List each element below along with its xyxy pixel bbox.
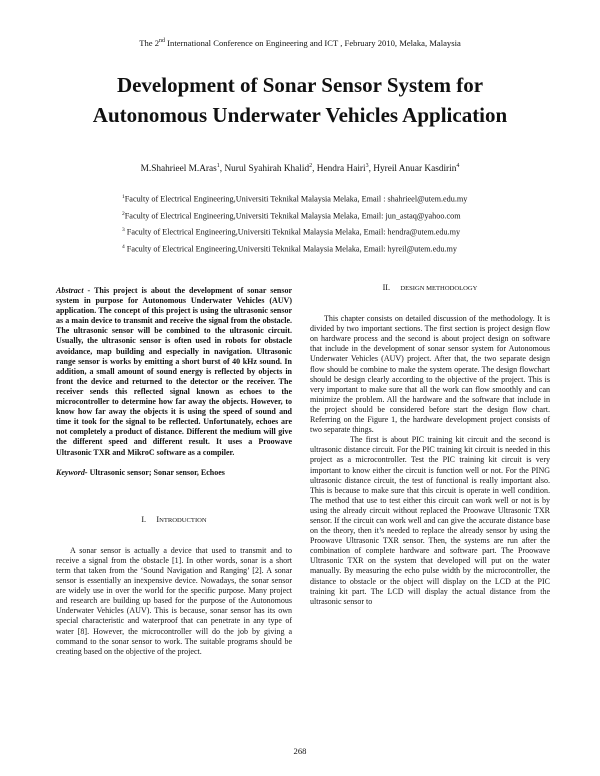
conference-header: The 2nd International Conference on Engineering and ICT , February 2010, Melaka, Malaysia — [139, 38, 461, 48]
paper-title — [0, 70, 600, 130]
methodology-paragraph-2: The first is about PIC training kit circuit and the second is ultrasonic distance circuit. For the PIC training kit circuit is needed in this project as a microcontroller. Test the PIC training kit circuit is very important to know either the circuit is function well or not. For the PING ultrasonic distance circuit, the test of functional is really important also. This is because to make sure that this circuit is operate in well condition. The method that use to test either this circuit can work well or not is by using the already circuit without replaced the Proowave Ultrasonic TXR sensor. If the circuit can work well and can give the accurate distance base on the theory, then it’s needed to replace the already sensor by using the Proowave Ultrasonic TXR sensor. Then, the systems are run after the combination of complete hardware and software part. The Proowave Ultrasonic TXR on the system that developed will put on the water manually. By measuring the echo pulse width by the microcontroller, the distance to obstacle or the object will display on the LCD at the PIC training kit part. The LCD will display the actual distance from the ultrasonic sensor to — [310, 435, 550, 606]
title-line-1: Development of Sonar Sensor System for — [116, 73, 484, 97]
affiliation: $^1$Faculty of Electrical Engineering,Universiti Teknikal Malaysia Melaka, Email : shahrieel@utem.edu.my — [122, 194, 468, 204]
keywords-text: Ultrasonic sensor; Sonar sensor, Echoes — [87, 467, 225, 477]
affiliation: $^4$ Faculty of Electrical Engineering,Universiti Teknikal Malaysia Melaka, Email: hyreil@utem.edu.my — [122, 244, 457, 254]
title-line-2: Autonomous Underwater Vehicles Application — [92, 103, 508, 127]
page-number: 268 — [293, 746, 307, 756]
abstract — [56, 286, 292, 458]
author: Nurul Syahirah Khalid$^2$, — [224, 163, 317, 175]
affiliation-list — [122, 190, 582, 257]
abstract-label: Abstract — [56, 286, 84, 295]
affiliation: $^2$Faculty of Electrical Engineering,Universiti Teknikal Malaysia Melaka, Email: jun_astaq@yahoo.com — [122, 210, 461, 221]
introduction-paragraph: A sonar sensor is actually a device that used to transmit and to receive a signal from the obstacle [1]. In other words, sonar is a short term that taken from the ‘Sound Navigation and Ranging’ [2]. A sonar sensor is essentially an inexpensive device. Nowadays, the sonar sensor are widely use in over the world for the specific purpose. Many project and research are building up based for the purpose of the Autonomous Underwater Vehicles (AUV). This is because, sonar sensor has its own special characteristic and waterproof that can penetrate in any type of water [8]. However, the microcontroller will do the job by giving a command to the sonar sensor to work. The suitable programs should be creating based on the objective of the project. — [56, 545, 292, 656]
author: Hyreil Anuar Kasdirin$^4$ — [373, 163, 460, 175]
abstract-text: - This project is about the development of sonar sensor system in purpose for Autonomous Underwater Vehicles (AUV) application. The concept of this project is using the ultrasonic sensor as a main device to transmit and receive the signal from the obstacle. The ultrasonic sensor will be combined to the ultrasonic circuit. Usually, the ultrasonic sensor is often used in robots for obstacle avoidance, map building and especially in navigation. Ultrasonic range sensor is works by emitting a short burst of 40 kHz sound. In addition, a small amount of sound energy is reflected by objects in front the device and returned to the detector or the receiver. The receiver sends this reflected signal known as echoes to the microcontroller to determine how far away the objects. However, to know how far away the objects it is using the speed of sound and time it took for the signal to be reflected. Unfortunately, echoes are not completely a product of distance. Different the medium will give the different speed and different result. It uses a Proowave Ultrasonic TXR and MikroC software as a compiler. — [56, 286, 292, 457]
right-column — [310, 283, 550, 607]
author-list — [0, 163, 600, 174]
section-heading-design-methodology: II. DESIGN METHODOLOGY — [382, 283, 478, 292]
section-heading-introduction: I. INTRODUCTION — [141, 514, 207, 524]
author: Hendra Hairi$^3$, — [316, 163, 374, 175]
keywords — [56, 468, 292, 478]
affiliation: $^3$ Faculty of Electrical Engineering,Universiti Teknikal Malaysia Melaka, Email: hendra@utem.edu.my — [122, 227, 461, 238]
keywords-label: Keyword- — [56, 467, 88, 477]
left-column — [56, 286, 292, 657]
methodology-paragraph-1: This chapter consists on detailed discussion of the methodology. It is divided by two important sections. The first section is project design flow on hardware process and the second is about project design on software that include in the development of sonar sensor system for Autonomous Underwater Vehicles (AUV) project. After that, the two separate design flow should be combine to make the system operate. The design flowchart should be design clearly according to the objective of the project. This is very important to make sure that all the work can flow smoothly and can minimize the problem. All the hardware and the software that include in the project should be considered before start the design flow chart. Referring on the Figure 1, the hardware development project consists of two separate things. — [310, 314, 550, 435]
author: M.Shahrieel M.Aras$^1$, — [140, 163, 225, 175]
